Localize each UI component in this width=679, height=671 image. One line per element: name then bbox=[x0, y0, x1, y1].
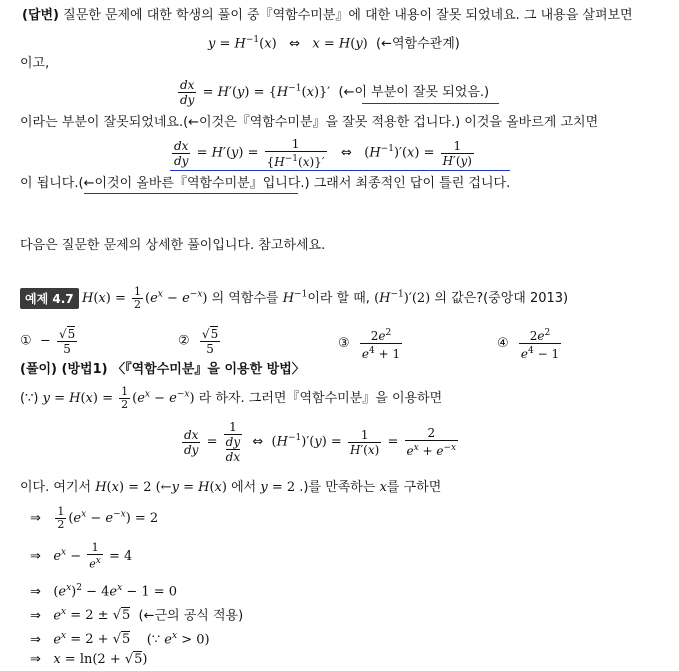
find-x-text: 이다. 여기서 H(x) = 2 (←y = H(x) 에서 y = 2 .)를 만족하는 x를 구하면 bbox=[20, 480, 442, 495]
wrong-part-text: 이라는 부분이 잘못되었네요.(←이것은『역함수미분』을 잘못 적용한 겁니다.) 이것을 올바르게 고치면 bbox=[20, 115, 599, 130]
igo-text: 이고, bbox=[20, 56, 50, 71]
choice-4[interactable]: ④ $\frac{2e^2}{e^4 - 1}$ bbox=[497, 328, 560, 361]
answer-label: (답변) bbox=[22, 8, 59, 23]
step-2: ⇒ $e^x$ − $\frac{1}{e^x}$ = 4 bbox=[30, 541, 133, 571]
wrong-formula: $\frac{dx}{dy}$ = $H'(y) = \{H^{-1}(x)\}'$ (←이 부분이 잘못 되었음.) bbox=[180, 78, 490, 107]
example-question: H(x) = $\frac{1}{2}$ $(e^x - e^{-x})$ 의 역함수를 $H^{-1}$이라 할 때, $(H^{-1})'(2)$ 의 값은?(중앙대 2013) bbox=[82, 285, 569, 311]
solution-heading: (풀이) (방법1) 〈『역함수미분』을 이용한 방법〉 bbox=[20, 362, 305, 377]
corrected-underline bbox=[170, 170, 510, 171]
step-5: ⇒ $e^x = 2 + √5$ (∵ $e^x > 0$) bbox=[30, 631, 210, 648]
choice-1[interactable]: ① − $\frac{√5}{5}$ bbox=[20, 327, 76, 356]
wrong-note-underline bbox=[362, 103, 499, 104]
detail-text: 다음은 질문한 문제의 상세한 풀이입니다. 참고하세요. bbox=[20, 238, 326, 253]
step-4: ⇒ $e^x = 2 \pm √5$ (←근의 공식 적용) bbox=[30, 607, 244, 624]
example-badge: 예제 4.7 bbox=[20, 288, 79, 309]
corrected-text: 이 됩니다.(←이것이 올바른『역함수미분』입니다.) 그래서 최종적인 답이 틀린 겁니다. bbox=[20, 176, 511, 191]
wrong-note: (←이 부분이 잘못 되었음.) bbox=[338, 85, 490, 100]
choice-3[interactable]: ③ $\frac{2e^2}{e^4 + 1}$ bbox=[338, 328, 401, 361]
inverse-derivative-formula: $\frac{dx}{dy}$ = $\frac{1}{\frac{dy}{dx}}$ ⇔ $(H^{-1})'(y)$ = $\frac{1}{H'(x)}$ = $\frac{2}{e^x + e^{-x}}$ bbox=[184, 420, 457, 464]
step-6: ⇒ x = ln(2 + √5) bbox=[30, 652, 148, 667]
relation-note: (←역함수관계) bbox=[376, 36, 460, 52]
answer-intro: (답변) 질문한 문제에 대한 학생의 풀이 중『역함수미분』에 대한 내용이 잘못 되었네요. 그 내용을 살펴보면 bbox=[22, 8, 633, 23]
corrected-text-underline bbox=[84, 193, 298, 194]
solution-let: (∵) y = H(x) = $\frac{1}{2}$ $(e^x - e^{-x})$ 라 하자. 그러면『역함수미분』을 이용하면 bbox=[20, 385, 443, 411]
inverse-relation: $y = H^{-1}(x)$ ⇔ x = H(y) (←역함수관계) bbox=[208, 35, 460, 52]
choice-2[interactable]: ② $\frac{√5}{5}$ bbox=[178, 327, 219, 356]
corrected-formula: $\frac{dx}{dy}$ = H′(y) = $\frac{1}{\{H^{-1}(x)\}'}$ ⇔ $(H^{-1})'(x)$ = $\frac{1}{H'(y)}$ bbox=[174, 137, 472, 169]
step-3: ⇒ $(e^x)^2 - 4e^x - 1 = 0$ bbox=[30, 583, 178, 600]
step-1: ⇒ $\frac{1}{2}$ $(e^x - e^{-x}) = 2$ bbox=[30, 505, 159, 531]
